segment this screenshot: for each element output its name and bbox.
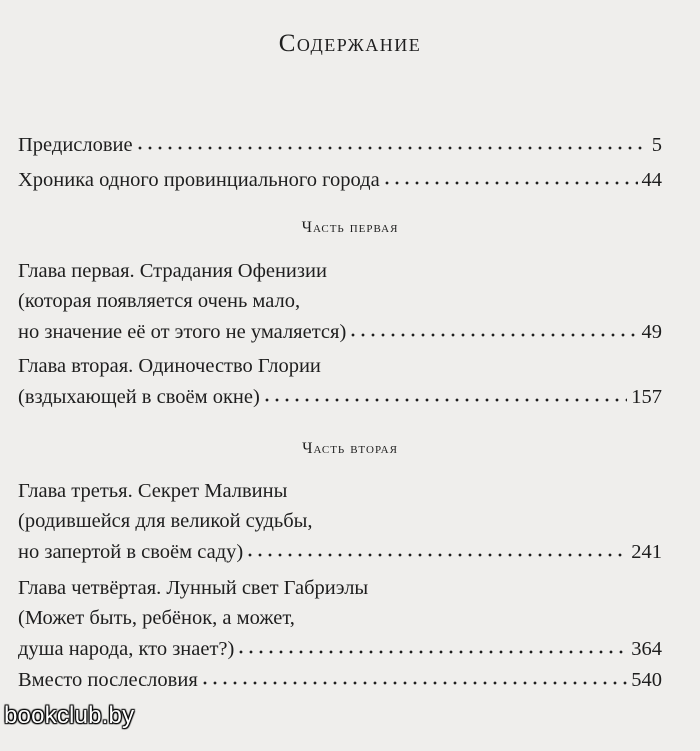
toc-entry — [18, 476, 662, 567]
dot-leader — [200, 665, 628, 687]
toc-entry — [18, 573, 662, 664]
toc-entry-subtitle: (Может быть, ребёнок, а может, — [18, 607, 295, 629]
toc-page-number: 364 — [631, 638, 662, 660]
dot-leader — [245, 537, 627, 559]
part-heading: Часть вторая — [302, 440, 398, 457]
toc-entry — [18, 129, 662, 160]
toc-entry — [18, 351, 662, 412]
toc-entry-title: Вместо послесловия — [18, 669, 198, 691]
dot-leader — [348, 317, 637, 339]
toc-entry-title: Глава первая. Страдания Офенизии — [18, 260, 327, 282]
toc-entry-title: Глава третья. Секрет Малвины — [18, 480, 288, 502]
toc-page-number: 540 — [631, 669, 662, 691]
toc-entry — [18, 164, 662, 195]
toc-entry-subtitle: (родившейся для великой судьбы, — [18, 510, 313, 532]
dot-leader — [236, 634, 627, 656]
toc-page-number: 241 — [631, 541, 662, 563]
toc-entry-subtitle: но запертой в своём саду) — [18, 541, 244, 563]
toc-entry-subtitle: (вздыхающей в своём окне) — [18, 386, 260, 408]
toc-entry-subtitle: но значение её от этого не умаляется) — [18, 321, 347, 343]
toc-page-number: 44 — [641, 169, 662, 191]
toc-entry-title: Глава четвёртая. Лунный свет Габриэлы — [18, 577, 369, 599]
toc-entry-title: Предисловие — [18, 134, 133, 156]
part-heading: Часть первая — [301, 219, 399, 236]
toc-entry — [18, 256, 662, 347]
toc-entry — [18, 664, 662, 695]
toc-entry-subtitle: душа народа, кто знает?) — [18, 638, 235, 660]
toc-entry-subtitle: (которая появляется очень мало, — [18, 290, 301, 312]
dot-leader — [382, 165, 638, 187]
dot-leader — [135, 130, 648, 152]
toc-entry-title: Хроника одного провинциального города — [18, 169, 380, 191]
dot-leader — [262, 382, 627, 404]
toc-page-number: 49 — [641, 321, 662, 343]
toc-page-number: 157 — [631, 386, 662, 408]
page-title: Содержание — [278, 30, 422, 57]
toc-entry-title: Глава вторая. Одиночество Глории — [18, 355, 321, 377]
watermark: bookclub.by — [4, 702, 135, 729]
toc-page-number: 5 — [651, 134, 662, 156]
